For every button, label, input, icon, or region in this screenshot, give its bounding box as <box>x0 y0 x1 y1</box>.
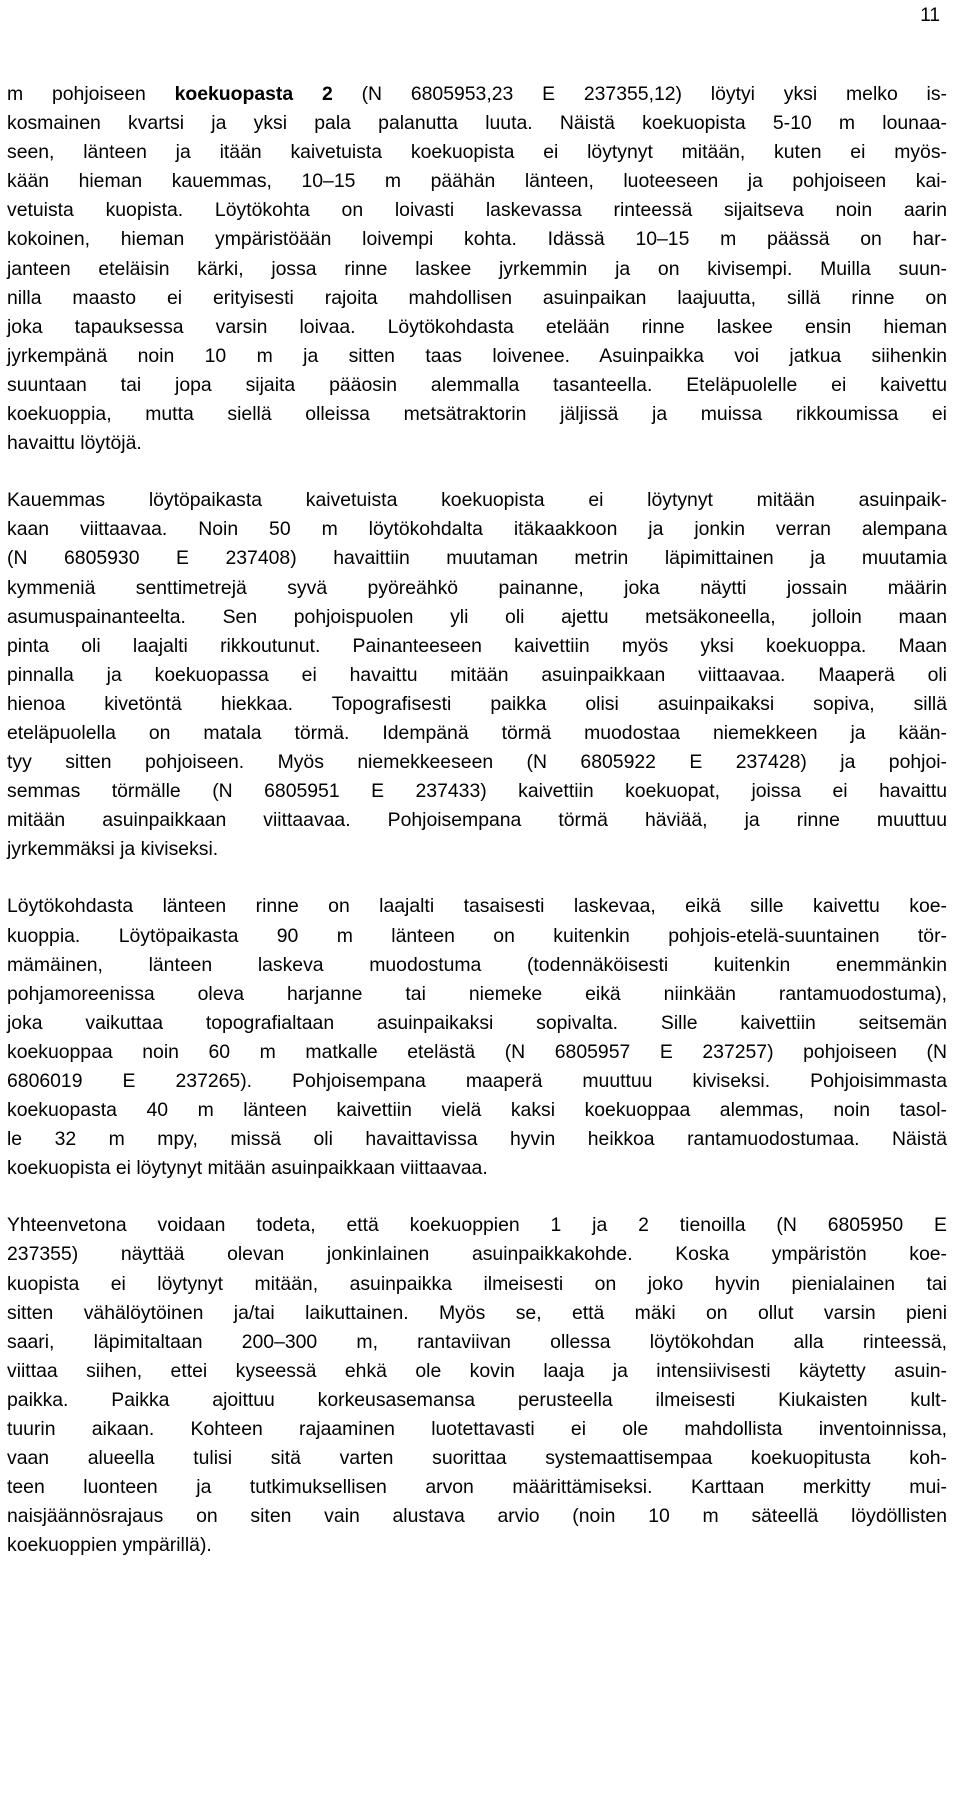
text-line: mitään asuinpaikkaan viittaavaa. Pohjoisempana törmä häviää, ja rinne muuttuu <box>7 809 947 832</box>
text-line: koekuopista ei löytynyt mitään asuinpaikkaan viittaavaa. <box>7 1157 488 1180</box>
text-line: le 32 m mpy, missä oli havaittavissa hyvin heikkoa rantamuodostumaa. Näistä <box>7 1128 947 1151</box>
paragraph <box>7 80 947 458</box>
text-line: jyrkempänä noin 10 m ja sitten taas loivenee. Asuinpaikka voi jatkua siihenkin <box>7 344 947 367</box>
text-line: eteläpuolella on matala törmä. Idempänä törmä muodostaa niemekkeen ja kään- <box>7 721 947 744</box>
text-line: Kauemmas löytöpaikasta kaivetuista koekuopista ei löytynyt mitään asuinpaik- <box>7 489 947 512</box>
text-line: kosmainen kvartsi ja yksi pala palanutta luuta. Näistä koekuopista 5-10 m lounaa- <box>7 112 947 135</box>
text-line: naisjäännösrajaus on siten vain alustava arvio (noin 10 m säteellä löydöllisten <box>7 1505 947 1528</box>
text-line: teen luonteen ja tutkimuksellisen arvon määrittämiseksi. Karttaan merkitty mui- <box>7 1476 947 1499</box>
document-body <box>7 80 947 1589</box>
text-line: 6806019 E 237265). Pohjoisempana maaperä muuttuu kiviseksi. Pohjoisimmasta <box>7 1070 947 1092</box>
paragraph <box>7 486 947 864</box>
bold-text: koekuopasta 2 <box>174 83 333 105</box>
text-line: viittaa siihen, ettei kyseessä ehkä ole kovin laaja ja intensiivisesti käytetty asuin- <box>7 1359 947 1382</box>
text-line: pinta oli laajalti rikkoutunut. Painanteeseen kaivettiin myös yksi koekuoppa. Maan <box>7 634 947 657</box>
paragraph <box>7 892 947 1183</box>
text-line: 237355) näyttää olevan jonkinlainen asuinpaikkakohde. Koska ympäristön koe- <box>7 1243 947 1266</box>
text-line: koekuoppien ympärillä). <box>7 1534 212 1557</box>
text-line: kuoppia. Löytöpaikasta 90 m länteen on kuitenkin pohjois-etelä-suuntainen tör- <box>7 924 947 947</box>
text-segment: m pohjoiseen <box>7 83 175 105</box>
text-line: koekuoppaa noin 60 m matkalle etelästä (N 6805957 E 237257) pohjoiseen (N <box>7 1040 947 1063</box>
text-line: sitten vähälöytöinen ja/tai laikuttainen. Myös se, että mäki on ollut varsin pieni <box>7 1301 947 1324</box>
text-line: jyrkemmäksi ja kiviseksi. <box>7 838 219 861</box>
text-line: kaan viittaavaa. Noin 50 m löytökohdalta itäkaakkoon ja jonkin verran alempana <box>7 518 947 541</box>
text-line: kokoinen, hieman ympäristöään loivempi kohta. Idässä 10–15 m päässä on har- <box>7 228 947 251</box>
page-number: 11 <box>920 5 940 26</box>
text-line: Löytökohdasta länteen rinne on laajalti tasaisesti laskevaa, eikä sille kaivettu koe- <box>7 895 947 918</box>
text-line: kymmeniä senttimetrejä syvä pyöreähkö painanne, joka näytti jossain määrin <box>7 576 947 599</box>
text-line: kuopista ei löytynyt mitään, asuinpaikka ilmeisesti on joko hyvin pienialainen tai <box>7 1272 947 1295</box>
text-line: joka vaikuttaa topografialtaan asuinpaikaksi sopivalta. Sille kaivettiin seitsemän <box>7 1011 947 1034</box>
text-line: asumuspainanteelta. Sen pohjoispuolen yli oli ajettu metsäkoneella, jolloin maan <box>7 605 947 628</box>
text-line <box>7 80 947 109</box>
text-line: nilla maasto ei erityisesti rajoita mahdollisen asuinpaikan laajuutta, sillä rinne on <box>7 286 947 309</box>
text-segment: (N 6805953,23 E 237355,12) löytyi yksi melko is- <box>332 83 948 105</box>
text-line: joka tapauksessa varsin loivaa. Löytökohdasta etelään rinne laskee ensin hieman <box>7 315 947 338</box>
text-line: vetuista kuopista. Löytökohta on loivasti laskevassa rinteessä sijaitseva noin aarin <box>7 199 947 222</box>
text-line: hienoa kivetöntä hiekkaa. Topografisesti paikka olisi asuinpaikaksi sopiva, sillä <box>7 692 947 715</box>
text-line: pinnalla ja koekuopassa ei havaittu mitään asuinpaikkaan viittaavaa. Maaperä oli <box>7 663 947 686</box>
text-line: havaittu löytöjä. <box>7 432 142 455</box>
text-line: tuurin aikaan. Kohteen rajaaminen luotettavasti ei ole mahdollista inventoinnissa, <box>7 1418 947 1441</box>
text-line: kään hieman kauemmas, 10–15 m päähän länteen, luoteeseen ja pohjoiseen kai- <box>7 170 947 193</box>
text-line: koekuopasta 40 m länteen kaivettiin vielä kaksi koekuoppaa alemmas, noin tasol- <box>7 1099 947 1122</box>
text-line: suuntaan tai jopa sijaita pääosin alemmalla tasanteella. Eteläpuolelle ei kaivettu <box>7 373 947 396</box>
paragraph <box>7 1211 947 1560</box>
text-line: paikka. Paikka ajoittuu korkeusasemansa perusteella ilmeisesti Kiukaisten kult- <box>7 1388 947 1411</box>
text-line: seen, länteen ja itään kaivetuista koekuopista ei löytynyt mitään, kuten ei myös- <box>7 141 947 164</box>
text-line: semmas törmälle (N 6805951 E 237433) kaivettiin koekuopat, joissa ei havaittu <box>7 780 947 803</box>
text-line: koekuoppia, mutta siellä olleissa metsätraktorin jäljissä ja muissa rikkoumissa ei <box>7 403 947 426</box>
text-line: tyy sitten pohjoiseen. Myös niemekkeeseen (N 6805922 E 237428) ja pohjoi- <box>7 751 947 774</box>
text-line: Yhteenvetona voidaan todeta, että koekuoppien 1 ja 2 tienoilla (N 6805950 E <box>7 1214 947 1237</box>
text-line: janteen eteläisin kärki, jossa rinne laskee jyrkemmin ja on kivisempi. Muilla suun- <box>7 257 947 280</box>
text-line: mämäinen, länteen laskeva muodostuma (todennäköisesti kuitenkin enemmänkin <box>7 953 947 976</box>
text-line: vaan alueella tulisi sitä varten suorittaa systemaattisempaa koekuopitusta koh- <box>7 1447 947 1470</box>
text-line: pohjamoreenissa oleva harjanne tai niemeke eikä niinkään rantamuodostuma), <box>7 982 947 1005</box>
text-line: saari, läpimitaltaan 200–300 m, rantaviivan ollessa löytökohdan alla rinteessä, <box>7 1330 947 1353</box>
text-line: (N 6805930 E 237408) havaittiin muutaman metrin läpimittainen ja muutamia <box>7 547 947 570</box>
